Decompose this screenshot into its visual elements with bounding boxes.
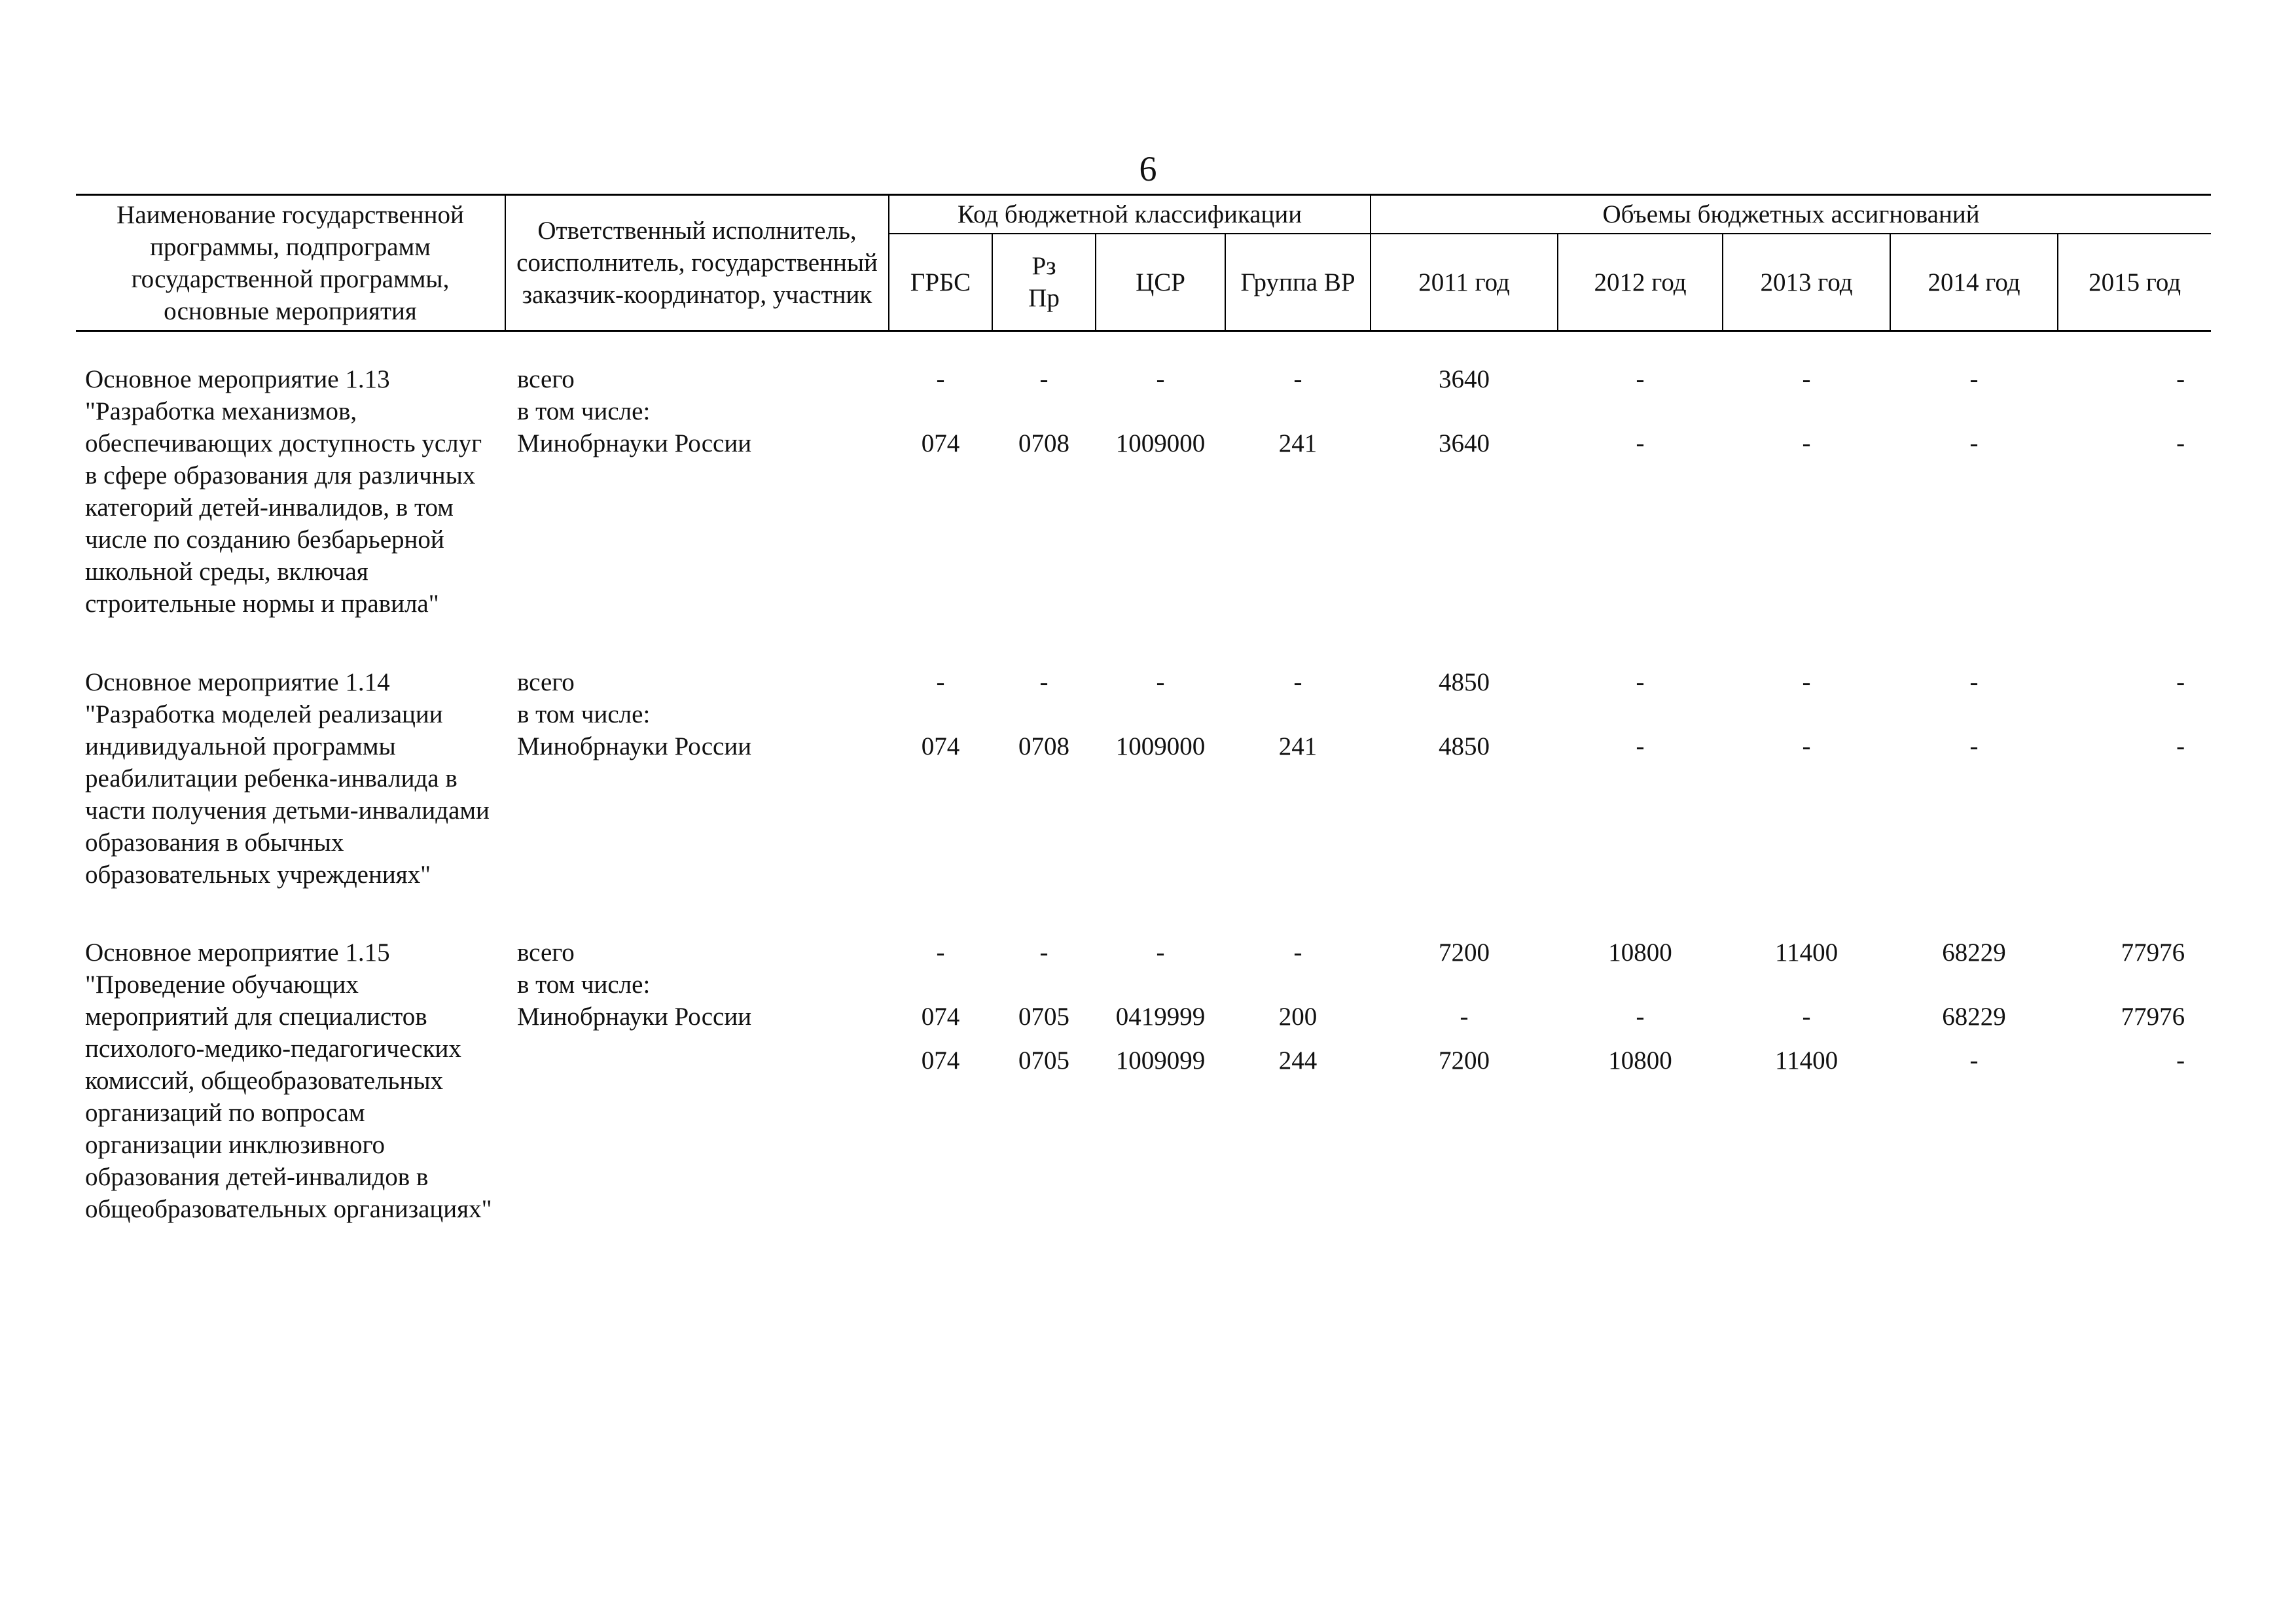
- y2013-cell: -: [1802, 429, 1811, 457]
- header-rz: Рз: [1031, 252, 1056, 280]
- csr-cell: 1009000: [1115, 429, 1206, 457]
- executor-cell: [505, 1033, 889, 1077]
- y2014-cell: -: [1969, 1046, 1979, 1075]
- y2011-cell: 3640: [1439, 365, 1490, 393]
- including-label: в том числе:: [517, 700, 651, 728]
- page-number: 6: [1139, 149, 1157, 188]
- y2014-cell: -: [1969, 668, 1979, 696]
- executor-total-label: всего: [517, 938, 575, 967]
- y2012-cell: -: [1636, 1003, 1645, 1031]
- executor-cell: Минобрнауки России: [517, 429, 752, 457]
- y2012-cell: -: [1636, 429, 1645, 457]
- executor-cell: Минобрнауки России: [517, 1003, 752, 1031]
- table-row: [76, 666, 2211, 730]
- y2011-cell: 4850: [1439, 732, 1490, 760]
- grbs-cell: 074: [921, 429, 960, 457]
- table-row: [76, 363, 2211, 427]
- executor-cell: [505, 666, 889, 730]
- executor-cell: [505, 363, 889, 427]
- y2012-cell: -: [1636, 365, 1645, 393]
- grbs-cell: -: [936, 365, 945, 393]
- y2013-cell: -: [1802, 668, 1811, 696]
- header-2012: 2012 год: [1558, 234, 1723, 331]
- y2015-cell: -: [2176, 365, 2185, 393]
- grbs-cell: -: [936, 668, 945, 696]
- header-2013: 2013 год: [1723, 234, 1890, 331]
- header-csr: ЦСР: [1096, 234, 1225, 331]
- executor-total-label: всего: [517, 668, 575, 696]
- csr-cell: -: [1156, 938, 1165, 967]
- y2013-cell: -: [1802, 732, 1811, 760]
- rzpr-cell: 0708: [1018, 429, 1069, 457]
- rzpr-cell: -: [1039, 668, 1049, 696]
- y2011-cell: 7200: [1439, 938, 1490, 967]
- y2014-cell: 68229: [1942, 1003, 2006, 1031]
- rzpr-cell: 0708: [1018, 732, 1069, 760]
- vr-cell: 200: [1278, 1003, 1318, 1031]
- vr-cell: 241: [1278, 429, 1318, 457]
- y2011-cell: -: [1460, 1003, 1469, 1031]
- executor-cell: Минобрнауки России: [517, 732, 752, 760]
- y2011-cell: 7200: [1439, 1046, 1490, 1075]
- grbs-cell: 074: [921, 732, 960, 760]
- header-vr: Группа ВР: [1225, 234, 1371, 331]
- csr-cell: 1009099: [1115, 1046, 1206, 1075]
- including-label: в том числе:: [517, 971, 651, 999]
- y2012-cell: 10800: [1608, 1046, 1672, 1075]
- measure-name: Основное мероприятие 1.15 "Проведение обучающих мероприятий для специалистов психолого-медико-педагогических комиссий, общеобразовательных организаций по вопросам организации инклюзивного образования детей-инвалидов в общеобразовательных организациях": [85, 938, 492, 1223]
- measure-name: Основное мероприятие 1.14 "Разработка моделей реализации индивидуальной программы реабилитации ребенка-инвалида в части получения детьми-инвалидами образования в обычных образовательных учреждениях": [85, 668, 490, 889]
- csr-cell: -: [1156, 668, 1165, 696]
- vr-cell: -: [1293, 365, 1302, 393]
- rzpr-cell: -: [1039, 365, 1049, 393]
- y2013-cell: -: [1802, 365, 1811, 393]
- y2012-cell: -: [1636, 732, 1645, 760]
- table-row: [76, 936, 2211, 1001]
- y2013-cell: 11400: [1775, 1046, 1839, 1075]
- header-executor: Ответственный исполнитель, соисполнитель, государственный заказчик-координатор, участник: [505, 195, 889, 331]
- y2015-cell: 77976: [2121, 938, 2185, 967]
- y2015-cell: -: [2176, 1046, 2185, 1075]
- header-volume-group: Объемы бюджетных ассигнований: [1371, 195, 2211, 234]
- header-pr: Пр: [1028, 284, 1060, 312]
- header-2015: 2015 год: [2058, 234, 2211, 331]
- y2011-cell: 3640: [1439, 429, 1490, 457]
- y2015-cell: -: [2176, 668, 2185, 696]
- y2012-cell: -: [1636, 668, 1645, 696]
- csr-cell: 0419999: [1115, 1003, 1206, 1031]
- budget-allocation-table: [76, 194, 2211, 1273]
- header-name: Наименование государственной программы, подпрограмм государственной программы, основные мероприятия: [76, 195, 505, 331]
- including-label: в том числе:: [517, 397, 651, 425]
- y2015-cell: 77976: [2121, 1003, 2185, 1031]
- y2012-cell: 10800: [1608, 938, 1672, 967]
- vr-cell: -: [1293, 938, 1302, 967]
- y2014-cell: 68229: [1942, 938, 2006, 967]
- csr-cell: -: [1156, 365, 1165, 393]
- header-2011: 2011 год: [1371, 234, 1558, 331]
- rzpr-cell: 0705: [1018, 1046, 1069, 1075]
- vr-cell: -: [1293, 668, 1302, 696]
- y2013-cell: -: [1802, 1003, 1811, 1031]
- header-rz-pr: [992, 234, 1096, 331]
- y2014-cell: -: [1969, 429, 1979, 457]
- grbs-cell: 074: [921, 1003, 960, 1031]
- grbs-cell: 074: [921, 1046, 960, 1075]
- header-grbs: ГРБС: [889, 234, 992, 331]
- y2013-cell: 11400: [1775, 938, 1839, 967]
- y2014-cell: -: [1969, 732, 1979, 760]
- csr-cell: 1009000: [1115, 732, 1206, 760]
- header-code-group: Код бюджетной классификации: [889, 195, 1371, 234]
- vr-cell: 241: [1278, 732, 1318, 760]
- vr-cell: 244: [1278, 1046, 1318, 1075]
- measure-name: Основное мероприятие 1.13 "Разработка механизмов, обеспечивающих доступность услуг в сфере образования для различных категорий детей-инвалидов, в том числе по созданию безбарьерной школьной среды, включая строительные нормы и правила": [85, 365, 482, 618]
- executor-cell: [505, 936, 889, 1001]
- executor-total-label: всего: [517, 365, 575, 393]
- y2015-cell: -: [2176, 429, 2185, 457]
- y2011-cell: 4850: [1439, 668, 1490, 696]
- header-2014: 2014 год: [1890, 234, 2058, 331]
- rzpr-cell: 0705: [1018, 1003, 1069, 1031]
- rzpr-cell: -: [1039, 938, 1049, 967]
- y2015-cell: -: [2176, 732, 2185, 760]
- y2014-cell: -: [1969, 365, 1979, 393]
- grbs-cell: -: [936, 938, 945, 967]
